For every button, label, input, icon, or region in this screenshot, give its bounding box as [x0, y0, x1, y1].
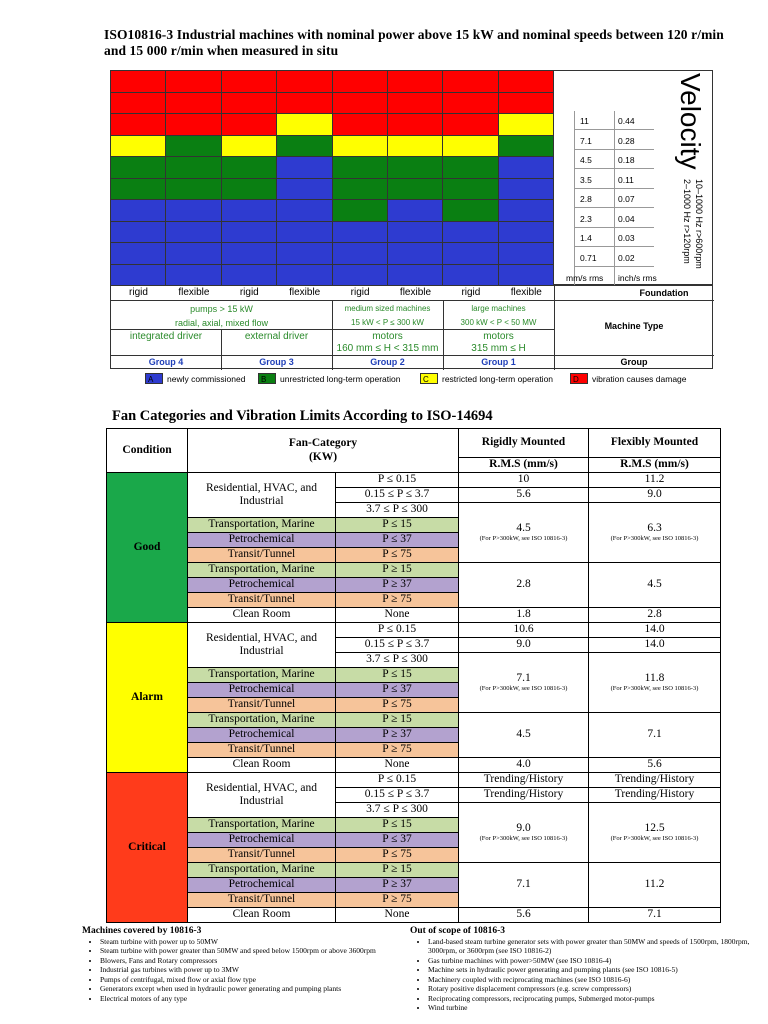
grid-cell: [165, 264, 221, 287]
grid-cell: [110, 242, 166, 265]
grid-cell: [165, 199, 221, 222]
out-of-scope-item: • Wind turbine: [428, 1003, 750, 1013]
category-residential: Residential, HVAC, and Industrial: [188, 623, 336, 668]
out-of-scope-item: • Machine sets in hydraulic power generating and pumping plants (see ISO 10816-5): [428, 965, 750, 975]
motors-large-label: motors: [483, 331, 514, 342]
mount-rigid: rigid: [461, 287, 481, 298]
out-of-scope-item: • Rotary positive displacement compressors (e.g. screw compressors): [428, 984, 750, 994]
page-title: ISO10816-3 Industrial machines with nominal power above 15 kW and nominal speeds between 120 r/min and 15 000 r/min when measured in situ: [104, 27, 724, 58]
power-range: P ≤ 37: [336, 683, 459, 698]
header-rms-rigid: R.M.S (mm/s): [459, 458, 589, 473]
grid-cell: [165, 70, 221, 93]
velocity-mm-value: 7.1: [580, 135, 592, 146]
grid-cell: [276, 70, 332, 93]
grid-cell: [498, 70, 554, 93]
rigid-value: 9.0 (For P>300kW, see ISO 10816-3): [459, 803, 589, 863]
grid-cell: [332, 92, 388, 115]
category-clean-room: Clean Room: [188, 908, 336, 923]
medium-power-label: 15 kW < P ≤ 300 kW: [351, 318, 424, 327]
grid-cell: [332, 135, 388, 158]
severity-grid: [110, 70, 553, 285]
power-range: P ≤ 37: [336, 533, 459, 548]
category-petrochemical: Petrochemical: [188, 728, 336, 743]
condition-good: Good: [107, 473, 188, 623]
grid-cell: [498, 264, 554, 287]
grid-cell: [442, 113, 498, 136]
out-of-scope-item: • Gas turbine machines with power>50MW (see ISO 10816-4): [428, 956, 750, 966]
grid-cell: [498, 242, 554, 265]
category-tunnel: Transit/Tunnel: [188, 893, 336, 908]
mount-flexible: flexible: [289, 287, 321, 298]
grid-cell: [276, 199, 332, 222]
grid-cell: [498, 135, 554, 158]
power-range: P ≥ 37: [336, 878, 459, 893]
grid-cell: [165, 242, 221, 265]
velocity-inch-value: 0.11: [618, 174, 634, 185]
category-tunnel: Transit/Tunnel: [188, 698, 336, 713]
grid-cell: [442, 199, 498, 222]
power-range: None: [336, 608, 459, 623]
flex-value: 14.0: [589, 623, 721, 638]
flex-value: 5.6: [589, 758, 721, 773]
power-range: 3.7 ≤ P ≤ 300: [336, 653, 459, 668]
fan-table-heading: Fan Categories and Vibration Limits According to ISO-14694: [112, 408, 493, 424]
group-label: Group: [620, 357, 648, 367]
legend-item-b: B unrestricted long-term operation: [258, 373, 400, 384]
power-range: P ≥ 15: [336, 713, 459, 728]
velocity-inch-value: 0.18: [618, 155, 635, 165]
grid-cell: [221, 264, 277, 287]
covered-list: [82, 927, 412, 1003]
grid-cell: [387, 70, 443, 93]
rigid-value: 4.5 (For P>300kW, see ISO 10816-3): [459, 503, 589, 563]
header-fan-category: Fan-Category (KW): [188, 429, 459, 473]
mount-flexible: flexible: [510, 287, 542, 298]
velocity-mm-value: 3.5: [580, 174, 592, 185]
power-range: 0.15 ≤ P ≤ 3.7: [336, 638, 459, 653]
legend-item-d: D vibration causes damage: [570, 373, 687, 384]
velocity-inch-value: 0.07: [618, 194, 635, 204]
velocity-scale: [553, 70, 713, 285]
machine-type-label: Machine Type: [604, 321, 664, 331]
grid-cell: [276, 156, 332, 179]
flex-value: 12.5 (For P>300kW, see ISO 10816-3): [589, 803, 721, 863]
category-transport: Transportation, Marine: [188, 713, 336, 728]
category-tunnel: Transit/Tunnel: [188, 548, 336, 563]
motors-medium-label: motors: [372, 331, 403, 342]
grid-cell: [221, 178, 277, 201]
grid-cell: [442, 92, 498, 115]
grid-cell: [221, 92, 277, 115]
category-petrochemical: Petrochemical: [188, 833, 336, 848]
group-4-label: Group 4: [148, 357, 184, 367]
grid-cell: [276, 113, 332, 136]
unit-inch: inch/s rms: [618, 273, 657, 283]
grid-cell: [110, 221, 166, 244]
covered-item: • Industrial gas turbines with power up to 3MW: [100, 965, 412, 975]
grid-cell: [110, 135, 166, 158]
grid-cell: [165, 135, 221, 158]
grid-cell: [387, 221, 443, 244]
velocity-inch-value: 0.04: [618, 213, 635, 224]
flex-value: Trending/History: [589, 788, 721, 803]
power-range: P ≤ 0.15: [336, 773, 459, 788]
category-petrochemical: Petrochemical: [188, 578, 336, 593]
flex-value: 11.8 (For P>300kW, see ISO 10816-3): [589, 653, 721, 713]
grid-cell: [221, 242, 277, 265]
category-tunnel: Transit/Tunnel: [188, 593, 336, 608]
power-range: 0.15 ≤ P ≤ 3.7: [336, 488, 459, 503]
grid-cell: [387, 264, 443, 287]
grid-cell: [442, 178, 498, 201]
velocity-mm-value: 0.71: [580, 252, 597, 263]
grid-cell: [110, 113, 166, 136]
grid-cell: [387, 113, 443, 136]
grid-cell: [498, 156, 554, 179]
rigid-value: 7.1: [459, 863, 589, 908]
grid-cell: [498, 178, 554, 201]
grid-cell: [387, 135, 443, 158]
flex-value: 11.2: [589, 473, 721, 488]
power-range: P ≤ 15: [336, 668, 459, 683]
mount-rigid: rigid: [239, 287, 259, 298]
flex-value: 7.1: [589, 713, 721, 758]
power-range: P ≥ 37: [336, 578, 459, 593]
category-transport: Transportation, Marine: [188, 863, 336, 878]
fan-table: [106, 428, 721, 923]
grid-cell: [387, 199, 443, 222]
category-residential: Residential, HVAC, and Industrial: [188, 773, 336, 818]
covered-item: • Pumps of centrifugal, mixed flow or axial flow type: [100, 975, 412, 985]
grid-cell: [165, 113, 221, 136]
grid-cell: [110, 92, 166, 115]
grid-cell: [332, 178, 388, 201]
rigid-value: 4.5: [459, 713, 589, 758]
grid-cell: [387, 178, 443, 201]
grid-cell: [110, 156, 166, 179]
velocity-mm-value: 2.8: [580, 194, 592, 204]
group-3-label: Group 3: [259, 357, 294, 367]
grid-cell: [221, 199, 277, 222]
flex-value: 4.5: [589, 563, 721, 608]
condition-alarm: Alarm: [107, 623, 188, 773]
freq-label-2: 2–1000 Hz r>120rpm: [682, 179, 692, 264]
rigid-value: 2.8: [459, 563, 589, 608]
velocity-inch-value: 0.02: [618, 252, 635, 263]
power-range: P ≤ 75: [336, 698, 459, 713]
grid-cell: [165, 178, 221, 201]
out-of-scope-item: • Reciprocating compressors, reciprocating pumps, Submerged motor-pumps: [428, 994, 750, 1004]
velocity-inch-value: 0.03: [618, 233, 635, 243]
covered-item: • Electrical motors of any type: [100, 994, 412, 1004]
power-range: P ≤ 15: [336, 518, 459, 533]
rigid-value: 1.8: [459, 608, 589, 623]
grid-cell: [498, 221, 554, 244]
header-rms-flex: R.M.S (mm/s): [589, 458, 721, 473]
mount-flexible: flexible: [399, 287, 432, 298]
power-range: P ≥ 15: [336, 863, 459, 878]
grid-cell: [442, 264, 498, 287]
motors-medium-h: 160 mm ≤ H < 315 mm: [336, 343, 439, 354]
large-label: large machines: [471, 304, 526, 313]
pumps-label: pumps > 15 kW: [190, 304, 253, 314]
power-range: None: [336, 908, 459, 923]
rigid-value: 5.6: [459, 908, 589, 923]
power-range: P ≥ 37: [336, 728, 459, 743]
flex-value: 11.2: [589, 863, 721, 908]
mount-flexible: flexible: [178, 287, 210, 298]
covered-item: • Blowers, Fans and Rotary compressors: [100, 956, 412, 966]
grid-cell: [387, 92, 443, 115]
grid-cell: [221, 156, 277, 179]
integrated-driver-label: integrated driver: [129, 331, 203, 342]
category-clean-room: Clean Room: [188, 758, 336, 773]
power-range: P ≥ 75: [336, 593, 459, 608]
category-tunnel: Transit/Tunnel: [188, 848, 336, 863]
rigid-value: 9.0: [459, 638, 589, 653]
grid-cell: [442, 156, 498, 179]
motors-large-h: 315 mm ≤ H: [471, 343, 526, 354]
grid-cell: [110, 199, 166, 222]
category-petrochemical: Petrochemical: [188, 878, 336, 893]
out-of-scope-list: [410, 927, 750, 1013]
grid-cell: [110, 70, 166, 93]
covered-item: • Steam turbine with power up to 50MW: [100, 937, 412, 947]
grid-cell: [110, 178, 166, 201]
grid-cell: [332, 70, 388, 93]
grid-cell: [498, 113, 554, 136]
power-range: P ≥ 75: [336, 893, 459, 908]
power-range: 0.15 ≤ P ≤ 3.7: [336, 788, 459, 803]
mount-rigid: rigid: [129, 287, 148, 298]
unit-mm: mm/s rms: [566, 273, 604, 283]
category-petrochemical: Petrochemical: [188, 533, 336, 548]
category-petrochemical: Petrochemical: [188, 683, 336, 698]
grid-cell: [387, 242, 443, 265]
grid-cell: [276, 178, 332, 201]
grid-cell: [221, 70, 277, 93]
group-2-label: Group 2: [370, 357, 405, 367]
rigid-value: Trending/History: [459, 773, 589, 788]
condition-critical: Critical: [107, 773, 188, 923]
covered-item: • Generators except when used in hydraulic power generating and pumping plants: [100, 984, 412, 994]
grid-cell: [442, 242, 498, 265]
machine-type-table: [110, 285, 713, 369]
velocity-mm-value: 1.4: [580, 233, 592, 243]
grid-cell: [110, 264, 166, 287]
grid-cell: [332, 264, 388, 287]
power-range: P ≤ 75: [336, 548, 459, 563]
category-transport: Transportation, Marine: [188, 818, 336, 833]
grid-cell: [332, 113, 388, 136]
power-range: P ≤ 0.15: [336, 473, 459, 488]
rigid-value: 5.6: [459, 488, 589, 503]
rigid-value: 10: [459, 473, 589, 488]
category-transport: Transportation, Marine: [188, 668, 336, 683]
out-of-scope-item: • Machinery coupled with reciprocating machines (see ISO 10816-6): [428, 975, 750, 985]
flex-value: 6.3 (For P>300kW, see ISO 10816-3): [589, 503, 721, 563]
rigid-value: Trending/History: [459, 788, 589, 803]
grid-cell: [221, 113, 277, 136]
category-transport: Transportation, Marine: [188, 518, 336, 533]
header-condition: Condition: [107, 429, 188, 473]
out-of-scope-item: • Land-based steam turbine generator sets with power greater than 50MW and speeds of 1500rpm, 1800rpm, 3000rpm, or 3600rpm (see ISO 10816-2): [428, 937, 750, 956]
covered-heading: Machines covered by 10816-3: [82, 926, 202, 936]
velocity-inch-value: 0.28: [618, 135, 635, 146]
mount-rigid: rigid: [350, 287, 370, 298]
legend-item-a: A newly commissioned: [145, 373, 245, 384]
grid-cell: [498, 199, 554, 222]
covered-item: • Steam turbine with power greater than 50MW and speed below 1500rpm or above 3600rpm: [100, 946, 412, 956]
grid-cell: [332, 242, 388, 265]
power-range: P ≥ 75: [336, 743, 459, 758]
power-range: P ≤ 0.15: [336, 623, 459, 638]
grid-cell: [221, 221, 277, 244]
category-transport: Transportation, Marine: [188, 563, 336, 578]
grid-cell: [221, 135, 277, 158]
freq-label-1: 10–1000 Hz r>600rpm: [694, 179, 704, 269]
grid-cell: [498, 92, 554, 115]
external-driver-label: external driver: [244, 331, 309, 342]
grid-cell: [276, 242, 332, 265]
power-range: P ≤ 15: [336, 818, 459, 833]
power-range: P ≤ 37: [336, 833, 459, 848]
header-rigid: Rigidly Mounted: [459, 429, 589, 458]
grid-cell: [332, 156, 388, 179]
grid-cell: [442, 70, 498, 93]
grid-cell: [332, 199, 388, 222]
large-power-label: 300 kW < P < 50 MW: [460, 318, 537, 327]
grid-cell: [165, 156, 221, 179]
pumps-sub-label: radial, axial, mixed flow: [174, 318, 269, 328]
foundation-label: Foundation: [639, 288, 689, 298]
grid-cell: [442, 135, 498, 158]
rigid-value: 4.0: [459, 758, 589, 773]
category-clean-room: Clean Room: [188, 608, 336, 623]
velocity-mm-value: 2.3: [580, 213, 592, 224]
group-1-label: Group 1: [481, 357, 516, 367]
flex-value: Trending/History: [589, 773, 721, 788]
grid-cell: [165, 221, 221, 244]
power-range: 3.7 ≤ P ≤ 300: [336, 503, 459, 518]
velocity-title: Velocity: [675, 73, 706, 170]
power-range: P ≤ 75: [336, 848, 459, 863]
flex-value: 14.0: [589, 638, 721, 653]
power-range: None: [336, 758, 459, 773]
grid-cell: [332, 221, 388, 244]
grid-cell: [276, 221, 332, 244]
velocity-inch-value: 0.44: [618, 116, 635, 126]
header-flex: Flexibly Mounted: [589, 429, 721, 458]
flex-value: 2.8: [589, 608, 721, 623]
rigid-value: 7.1 (For P>300kW, see ISO 10816-3): [459, 653, 589, 713]
grid-cell: [165, 92, 221, 115]
grid-cell: [276, 92, 332, 115]
velocity-mm-value: 4.5: [580, 155, 592, 165]
legend-item-c: C restricted long-term operation: [420, 373, 553, 384]
medium-label: medium sized machines: [344, 304, 431, 313]
category-residential: Residential, HVAC, and Industrial: [188, 473, 336, 518]
power-range: P ≥ 15: [336, 563, 459, 578]
velocity-mm-value: 11: [580, 116, 589, 126]
grid-cell: [276, 135, 332, 158]
flex-value: 7.1: [589, 908, 721, 923]
grid-cell: [276, 264, 332, 287]
grid-cell: [387, 156, 443, 179]
grid-cell: [442, 221, 498, 244]
category-tunnel: Transit/Tunnel: [188, 743, 336, 758]
rigid-value: 10.6: [459, 623, 589, 638]
flex-value: 9.0: [589, 488, 721, 503]
power-range: 3.7 ≤ P ≤ 300: [336, 803, 459, 818]
out-of-scope-heading: Out of scope of 10816-3: [410, 926, 505, 936]
